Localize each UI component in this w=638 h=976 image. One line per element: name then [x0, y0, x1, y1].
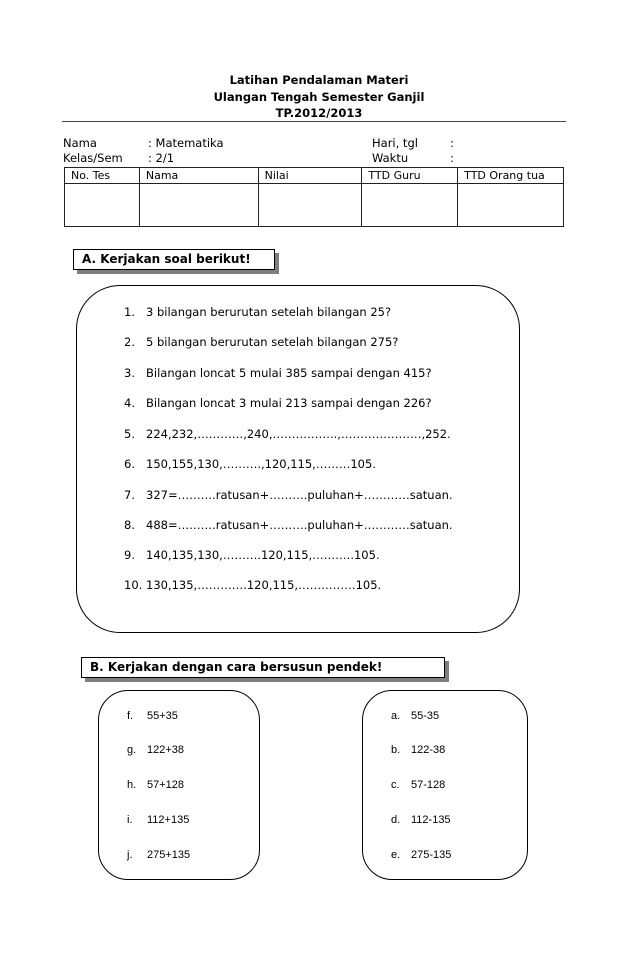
list-item: 3. Bilangan loncat 5 mulai 385 sampai dengan 415? [124, 366, 432, 380]
nama-label: Nama [63, 136, 97, 150]
list-item: i. 112+135 [127, 814, 190, 826]
list-item: a. 55-35 [391, 710, 440, 722]
list-item: j. 275+135 [127, 849, 191, 861]
cell-ttd-guru[interactable] [362, 184, 458, 227]
list-item: 10. 130,135,………….120,115,……………105. [124, 578, 382, 592]
list-item: 8. 488=……….ratusan+……….puluhan+…………satuan. [124, 518, 453, 532]
list-item: c. 57-128 [391, 779, 446, 791]
list-item: 5. 224,232,…………,240,……………..,…………………,252. [124, 427, 451, 441]
col-nama: Nama [139, 168, 258, 184]
school-year: TP.2012/2013 [275, 106, 363, 120]
table-row [65, 184, 564, 227]
hari-label: Hari, tgl [372, 136, 418, 150]
col-nilai: Nilai [258, 168, 362, 184]
col-no-tes: No. Tes [65, 168, 140, 184]
kelas-label: Kelas/Sem [63, 151, 123, 165]
list-item: 2. 5 bilangan berurutan setelah bilangan 275? [124, 335, 399, 349]
section-a-heading: A. Kerjakan soal berikut! [73, 249, 275, 270]
score-table [64, 167, 564, 227]
section-b-heading: B. Kerjakan dengan cara bersusun pendek! [81, 657, 445, 678]
header-divider [62, 121, 566, 122]
cell-nama[interactable] [139, 184, 258, 227]
cell-ttd-orang-tua[interactable] [458, 184, 564, 227]
hari-value: : [450, 136, 454, 150]
table-header-row [65, 168, 564, 184]
exam-title: Ulangan Tengah Semester Ganjil [213, 90, 425, 104]
kelas-value: : 2/1 [148, 151, 175, 165]
worksheet-title: Latihan Pendalaman Materi [229, 73, 409, 87]
list-item: 4. Bilangan loncat 3 mulai 213 sampai dengan 226? [124, 396, 432, 410]
list-item: 7. 327=……….ratusan+……….puluhan+…………satuan. [124, 488, 453, 502]
list-item: b. 122-38 [391, 744, 446, 756]
col-ttd-orang-tua: TTD Orang tua [458, 168, 564, 184]
list-item: e. 275-135 [391, 849, 452, 861]
list-item: g. 122+38 [127, 744, 185, 756]
list-item: f. 55+35 [127, 710, 178, 722]
list-item: 1. 3 bilangan berurutan setelah bilangan 25? [124, 305, 392, 319]
waktu-value: : [450, 151, 454, 165]
list-item: 6. 150,155,130,……….,120,115,………105. [124, 457, 376, 471]
waktu-label: Waktu [372, 151, 409, 165]
nama-value: : Matematika [148, 136, 224, 150]
col-ttd-guru: TTD Guru [362, 168, 458, 184]
cell-no-tes[interactable] [65, 184, 140, 227]
list-item: h. 57+128 [127, 779, 185, 791]
list-item: d. 112-135 [391, 814, 451, 826]
list-item: 9. 140,135,130,……….120,115,………..105. [124, 548, 380, 562]
cell-nilai[interactable] [258, 184, 362, 227]
